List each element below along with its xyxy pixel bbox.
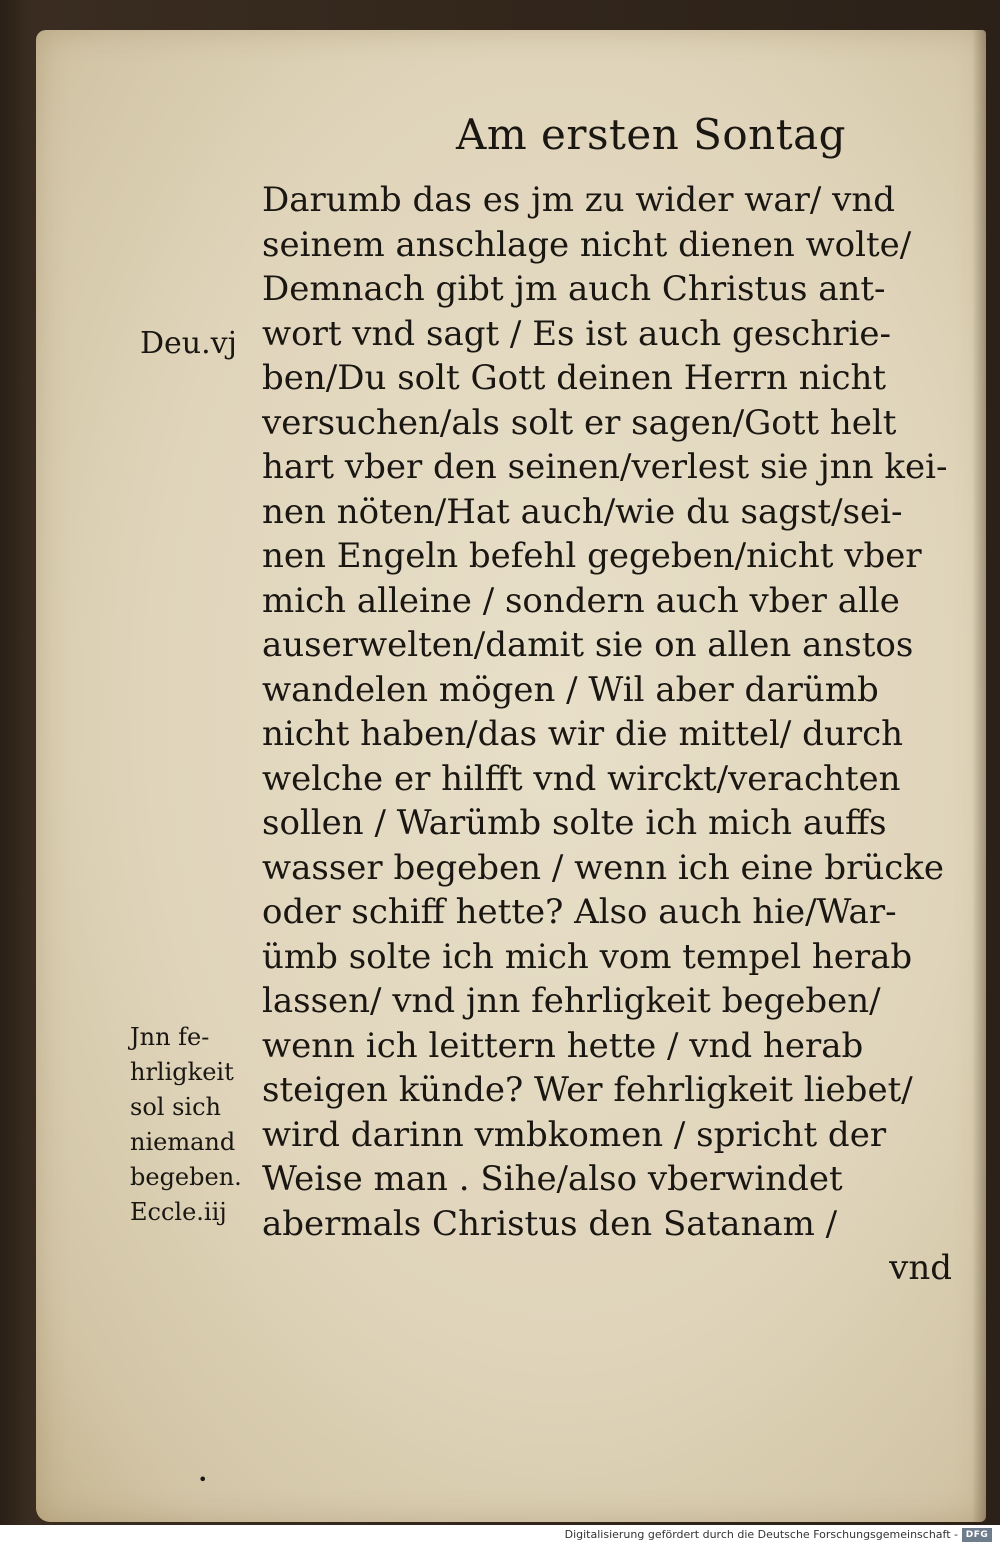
text-line: steigen künde? Wer fehrligkeit liebet/ <box>262 1070 913 1110</box>
footer-bar <box>0 1525 1000 1545</box>
text-line: hart vber den seinen/verlest sie jnn kei- <box>262 447 948 487</box>
text-line: versuchen/als solt er sagen/Gott helt <box>262 402 897 443</box>
text-line: nicht haben/das wir die mittel/ durch <box>262 714 904 754</box>
margin-note-deuteronomy: Deu.vj <box>140 326 237 361</box>
margin-note-line: Eccle.iij <box>130 1198 227 1226</box>
text-line: nen nöten/Hat auch/wie du sagst/sei- <box>262 491 903 532</box>
body-text <box>262 178 952 1291</box>
text-line: wird darinn vmbkomen / spricht der <box>262 1114 887 1155</box>
funding-credit: Digitalisierung gefördert durch die Deutsche Forschungsgemeinschaft - <box>564 1528 958 1541</box>
page-mark: • <box>198 1470 208 1489</box>
text-line: welche er hilfft vnd wirckt/verachten <box>262 758 901 799</box>
text-line: auserwelten/damit sie on allen anstos <box>262 625 914 665</box>
text-line: nen Engeln befehl gegeben/nicht vber <box>262 536 922 576</box>
text-line: Demnach gibt jm auch Christus ant- <box>262 269 886 309</box>
text-line: vnd <box>889 1248 952 1288</box>
margin-note-line: niemand <box>130 1128 236 1156</box>
text-line: sollen / Warümb solte ich mich auffs <box>262 803 887 843</box>
text-line: mich alleine / sondern auch vber alle <box>262 580 900 621</box>
margin-note-line: sol sich <box>130 1093 221 1121</box>
text-line: wort vnd sagt / Es ist auch geschrie- <box>262 313 891 354</box>
text-line: Weise man . Sihe/also vberwindet <box>262 1159 843 1199</box>
dfg-logo: DFG <box>962 1528 992 1542</box>
text-line: wandelen mögen / Wil aber darümb <box>262 669 879 710</box>
text-line: lassen/ vnd jnn fehrligkeit begeben/ <box>262 981 881 1021</box>
text-line: seinem anschlage nicht dienen wolte/ <box>262 224 912 265</box>
text-line: Darumb das es jm zu wider war/ vnd <box>262 180 896 220</box>
margin-note-line: Jnn fe- <box>130 1023 210 1051</box>
text-line: ümb solte ich mich vom tempel herab <box>262 936 913 977</box>
text-line: ben/Du solt Gott deinen Herrn nicht <box>262 358 887 398</box>
margin-note-line: begeben. <box>130 1163 242 1191</box>
text-line: abermals Christus den Satanam / <box>262 1203 838 1244</box>
running-header: Am ersten Sontag <box>456 110 847 159</box>
text-line: oder schiff hette? Also auch hie/War- <box>262 892 897 932</box>
text-line: wenn ich leittern hette / vnd herab <box>262 1025 864 1066</box>
margin-note-block <box>130 1020 242 1230</box>
page-edge-shadow <box>972 30 986 1522</box>
margin-note-line: hrligkeit <box>130 1058 234 1086</box>
text-line: wasser begeben / wenn ich eine brücke <box>262 847 945 888</box>
